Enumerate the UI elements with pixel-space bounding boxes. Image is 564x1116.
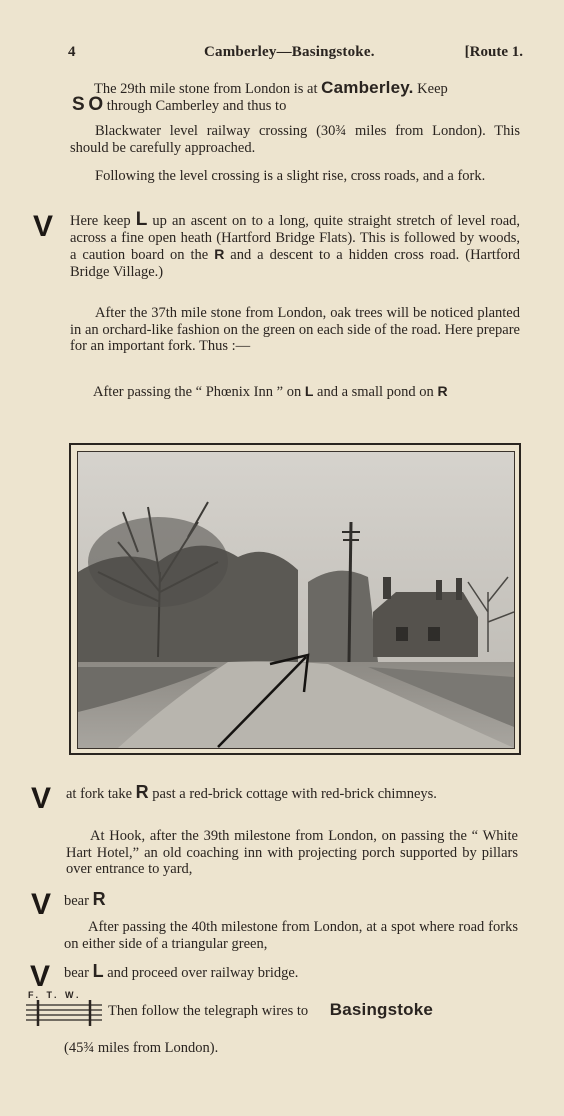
- fork-v-icon: V: [33, 210, 54, 243]
- text: After the 37th mile stone from London, oak trees will be noticed planted in an orchard-like fashion on the green on each side of the road. Here prepare for an important fork. Thus :—: [70, 305, 520, 354]
- straight-on-o-symbol: O: [88, 94, 104, 115]
- paragraph-bear-right: [64, 891, 364, 910]
- text: After passing the 40th milestone from London, at a spot where road forks on either side of a triangular green,: [64, 919, 518, 952]
- route-label: [Route 1.: [464, 44, 523, 60]
- place-name: Camberley.: [321, 78, 414, 97]
- paragraph-level-crossing: [70, 168, 520, 185]
- text: Following the level crossing is a slight rise, cross roads, and a fork.: [95, 168, 486, 184]
- text: and a descent to a hidden cross road. (Hartford Bridge Village.): [70, 247, 520, 280]
- paragraph-distance: [64, 1040, 364, 1057]
- text: and a small pond on: [317, 384, 434, 400]
- text: At Hook, after the 39th milestone from London, on passing the “ White Hart Hotel,” an old coaching inn with projecting porch supported by pillars over entrance to yard,: [66, 828, 518, 877]
- text: Here keep: [70, 213, 131, 229]
- left-symbol: L: [135, 209, 148, 230]
- paragraph-40th-milestone: [64, 919, 518, 952]
- text: (45¾ miles from London).: [64, 1040, 219, 1056]
- left-symbol: L: [304, 383, 314, 399]
- right-symbol: R: [437, 383, 448, 399]
- ftw-label: F. T. W.: [28, 990, 82, 1000]
- text: bear: [64, 893, 89, 909]
- text: Keep: [417, 81, 448, 97]
- paragraph-bear-left: [64, 963, 464, 982]
- right-symbol: R: [214, 246, 225, 262]
- paragraph-camberley-cont: [72, 94, 522, 115]
- right-symbol: R: [92, 889, 106, 909]
- place-name: Basingstoke: [329, 1000, 434, 1019]
- text: past a red-brick cottage with red-brick chimneys.: [152, 786, 437, 802]
- text: After passing the “ Phœnix Inn ” on: [93, 384, 302, 400]
- fork-v-icon: V: [31, 888, 52, 921]
- road-photograph-frame: [69, 443, 521, 755]
- straight-on-s-symbol: S: [72, 94, 85, 115]
- text: Then follow the telegraph wires to: [108, 1003, 309, 1019]
- page-header: [68, 44, 523, 68]
- paragraph-blackwater: [70, 123, 520, 156]
- text: through Camberley and thus to: [106, 98, 287, 114]
- fork-v-icon: V: [31, 782, 52, 815]
- text: Blackwater level railway crossing (30¾ miles from London). This should be carefully approached.: [70, 123, 520, 156]
- road-photo-image: [78, 452, 514, 748]
- left-symbol: L: [92, 961, 104, 981]
- text: and proceed over railway bridge.: [107, 965, 299, 981]
- road-photograph: [77, 451, 515, 749]
- text: at fork take: [66, 786, 133, 802]
- paragraph-fork-right: [66, 784, 518, 803]
- paragraph-camberley: [94, 80, 522, 98]
- fork-v-icon: V: [30, 960, 51, 993]
- page-title: Camberley—Basingstoke.: [204, 44, 375, 60]
- paragraph-hook: [66, 828, 518, 878]
- paragraph-oak-trees: [70, 305, 520, 355]
- telegraph-wires-icon: [24, 999, 104, 1027]
- text: The 29th mile stone from London is at: [94, 81, 318, 97]
- page-number: 4: [68, 44, 76, 60]
- text: up an ascent on to a long, quite straight stretch of level road, across a fine open heath (Hartford Bridge Flats). This is followed by woods, a caution board on the: [70, 213, 521, 263]
- paragraph-hartford: [70, 209, 521, 280]
- right-symbol: R: [135, 782, 149, 802]
- text: bear: [64, 965, 89, 981]
- paragraph-phoenix-inn: [68, 383, 521, 401]
- paragraph-telegraph: [108, 1002, 520, 1020]
